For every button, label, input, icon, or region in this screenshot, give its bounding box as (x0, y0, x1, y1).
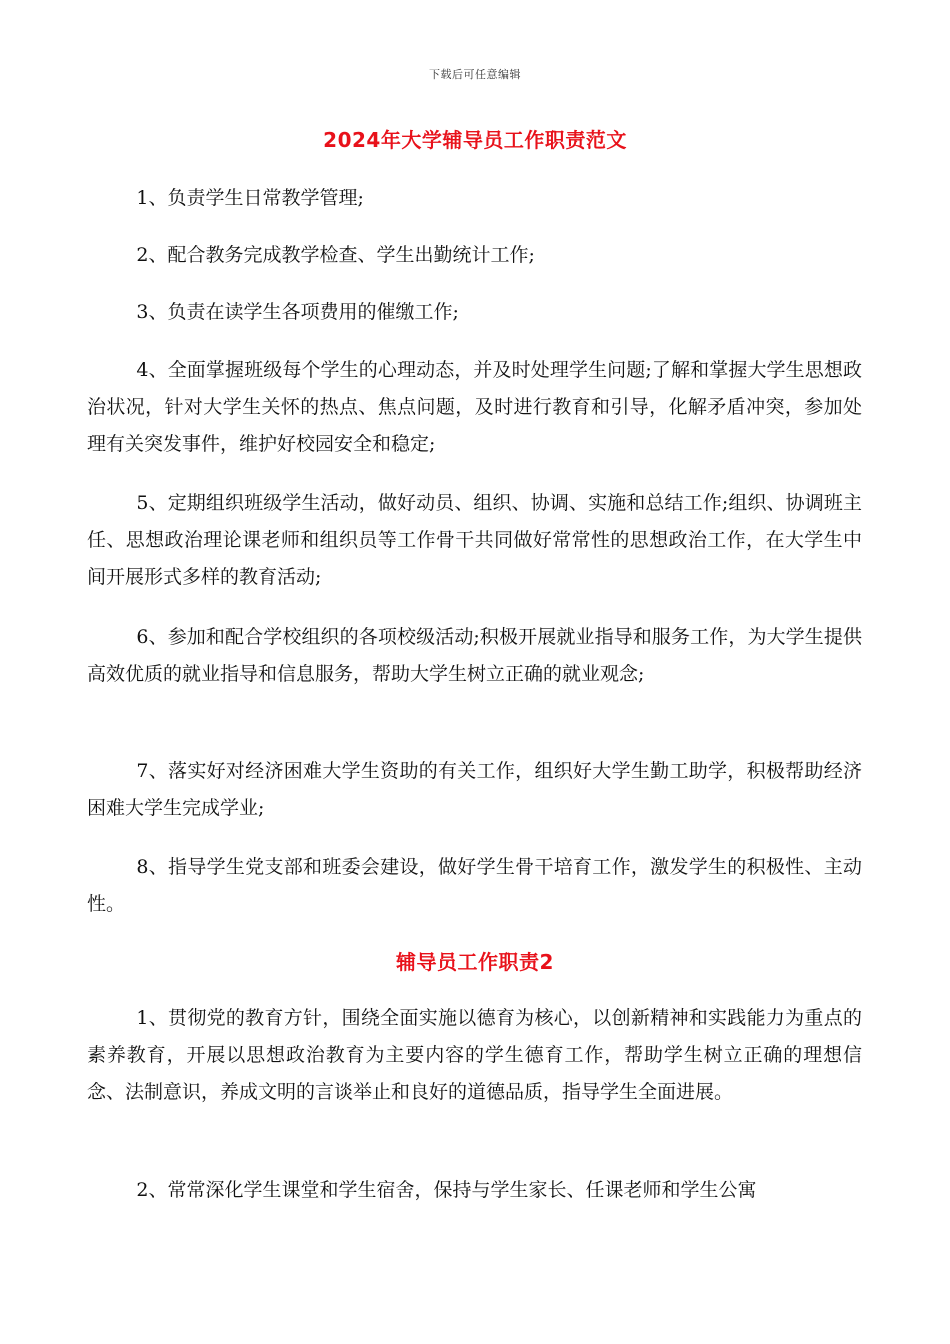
duty-item-6: 6、参加和配合学校组织的各项校级活动;积极开展就业指导和服务工作，为大学生提供高效优质的就业指导和信息服务，帮助大学生树立正确的就业观念; (87, 626, 862, 685)
duty-item-2: 2、配合教务完成教学检查、学生出勤统计工作; (136, 244, 535, 266)
document-title: 2024年大学辅导员工作职责范文 (323, 128, 627, 152)
duty-item-4: 4、全面掌握班级每个学生的心理动态，并及时处理学生问题;了解和掌握大学生思想政治状况，针对大学生关怀的热点、焦点问题，及时进行教育和引导，化解矛盾冲突，参加处理有关突发事件，维护好校园安全和稳定; (87, 359, 862, 455)
duty-item-5: 5、定期组织班级学生活动，做好动员、组织、协调、实施和总结工作;组织、协调班主任、思想政治理论课老师和组织员等工作骨干共同做好常常性的思想政治工作，在大学生中间开展形式多样的教育活动; (87, 492, 862, 588)
section-subtitle: 辅导员工作职责2 (396, 950, 554, 974)
header-note: 下载后可任意编辑 (429, 68, 521, 81)
duty2-item-2: 2、常常深化学生课堂和学生宿舍，保持与学生家长、任课老师和学生公寓 (136, 1179, 757, 1201)
duty-item-8: 8、指导学生党支部和班委会建设，做好学生骨干培育工作，激发学生的积极性、主动性。 (87, 856, 862, 915)
duty-item-1: 1、负责学生日常教学管理; (136, 187, 364, 209)
duty2-item-1: 1、贯彻党的教育方针，围绕全面实施以德育为核心，以创新精神和实践能力为重点的素养教育，开展以思想政治教育为主要内容的学生德育工作，帮助学生树立正确的理想信念、法制意识，养成文明的言谈举止和良好的道德品质，指导学生全面进展。 (87, 1007, 862, 1103)
duty-item-3: 3、负责在读学生各项费用的催缴工作; (136, 301, 459, 323)
duty-item-7: 7、落实好对经济困难大学生资助的有关工作，组织好大学生勤工助学，积极帮助经济困难大学生完成学业; (87, 760, 862, 819)
